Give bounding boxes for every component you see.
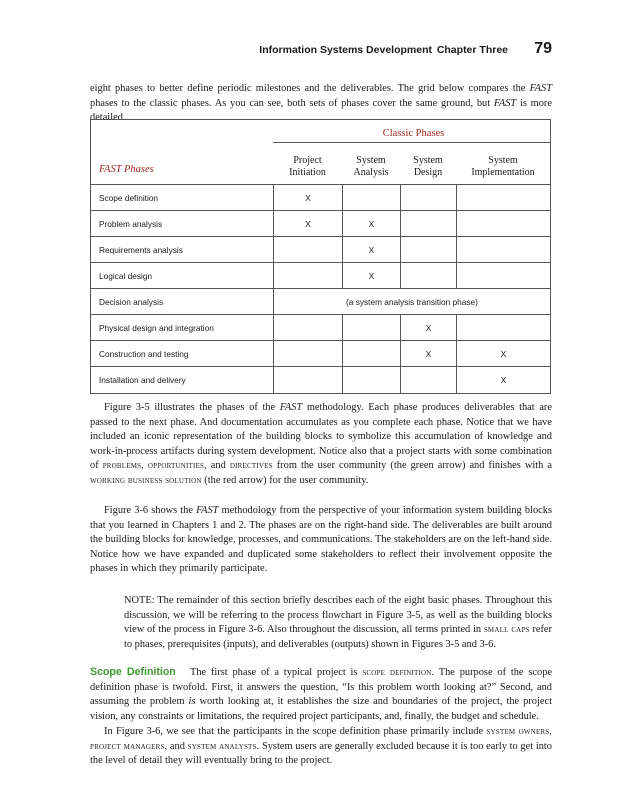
- body-text: NOTE: The remainder of this section briefly describes each of the eight basic phases. Throughout this discussion, we will be referring to the process flowchart in Figure 3-5, as well as the building blocks view of the process in Figure 3-6. Also throughout the discussion, all terms printed in: [124, 595, 552, 636]
- table-cell: X: [273, 185, 342, 211]
- intro-fast-2: FAST: [493, 97, 517, 109]
- column-header-line2: Design: [413, 167, 443, 178]
- emphasis-text: is: [188, 696, 196, 708]
- row-label: Logical design: [99, 271, 153, 281]
- table-row: [91, 184, 550, 211]
- classic-phases-header: Classic Phases: [382, 128, 445, 139]
- table-cell: X: [273, 211, 342, 237]
- table-cell: [456, 211, 550, 237]
- row-label: Decision analysis: [99, 297, 164, 307]
- row-label: Physical design and integration: [99, 323, 214, 333]
- body-text: and: [206, 460, 230, 472]
- small-caps-term: working business solution: [90, 474, 202, 486]
- table-cell: [400, 237, 456, 263]
- small-caps-term: system owners, project managers,: [90, 726, 552, 752]
- running-header-section: Information Systems Development: [259, 44, 432, 56]
- intro-text-2: phases to the classic phases. As you can see, both sets of phases cover the same ground, but: [90, 97, 494, 109]
- table-cell: [456, 315, 550, 341]
- classic-header-rule: [273, 142, 551, 143]
- running-header: [90, 41, 552, 61]
- table-cell: [273, 263, 342, 289]
- column-header-line2: Initiation: [289, 167, 326, 178]
- table-cell: X: [400, 315, 456, 341]
- row-label: Problem analysis: [99, 219, 163, 229]
- body-text: and: [167, 740, 188, 752]
- paragraph-figure-3-5: [90, 401, 552, 489]
- table-cell: [400, 263, 456, 289]
- column-header-line2: Analysis: [353, 167, 389, 178]
- table-cell: X: [456, 367, 550, 393]
- small-caps-term: problems, opportunities,: [102, 460, 207, 472]
- body-text: The first phase of a typical project is: [175, 667, 363, 678]
- body-text: from the user community (the green arrow) and finishes with a: [272, 460, 552, 472]
- body-text: Figure 3-6 shows the: [104, 505, 197, 516]
- fast-term: FAST: [196, 505, 219, 516]
- body-text: Figure 3-5 illustrates the phases of the: [104, 402, 280, 413]
- scope-participants-paragraph: [90, 725, 552, 769]
- running-header-chapter: Chapter Three: [436, 44, 508, 56]
- body-text: worth looking at, it establishes the size and boundaries of the project, the project vision, any constraints or limitations, the required project participants, and, finally, the budget and schedule.: [90, 696, 552, 722]
- small-caps-term: system analysts.: [187, 740, 260, 752]
- section-heading-scope-definition: Scope Definition: [90, 666, 176, 678]
- body-text: In Figure 3-6, we see that the participants in the scope definition phase primarily include: [104, 726, 487, 737]
- row-label: Requirements analysis: [99, 245, 183, 255]
- column-header-project-initiation: [273, 155, 342, 179]
- phase-comparison-table: [90, 119, 551, 394]
- table-row: [91, 236, 550, 263]
- column-header-line1: System: [356, 155, 386, 166]
- table-cell: [400, 211, 456, 237]
- table-cell: [456, 237, 550, 263]
- column-header-line1: System: [488, 155, 518, 166]
- table-row: [91, 314, 550, 341]
- column-header-system-design: [400, 155, 456, 179]
- page-number: 79: [534, 40, 552, 57]
- table-cell: [342, 367, 400, 393]
- small-caps-term: small caps: [483, 624, 530, 636]
- table-cell: [273, 341, 342, 367]
- table-cell: [456, 185, 550, 211]
- table-row: [91, 288, 550, 315]
- body-text: refer to phases, prerequisites (inputs), and deliverables (outputs) shown in Figures 3-5 and 3-6.: [124, 624, 552, 650]
- column-header-system-analysis: [342, 155, 400, 179]
- column-header-line2: Implementation: [471, 167, 535, 178]
- table-cell: [273, 237, 342, 263]
- body-text: methodology from the perspective of your information system building blocks that you learned in Chapters 1 and 2. The phases are on the right-hand side. The deliverables are built around the building blocks for knowledge, processes, and communications. The stakeholders are on the left-hand side. Notice how we have expanded and duplicated some stakeholders to reflect their involvement opposite the phases in which they primarily participate.: [90, 505, 552, 575]
- fast-phases-header: FAST Phases: [99, 164, 154, 175]
- transition-phase-note: (a system analysis transition phase): [273, 289, 550, 315]
- table-cell: X: [400, 341, 456, 367]
- table-cell: [400, 185, 456, 211]
- table-row: [91, 262, 550, 289]
- table-cell: [342, 315, 400, 341]
- row-label: Scope definition: [99, 193, 159, 203]
- table-row: [91, 366, 550, 393]
- fast-term: FAST: [279, 402, 303, 413]
- small-caps-term: scope definition.: [362, 667, 435, 678]
- body-text: The purpose of the scope definition phase is twofold. First, it answers the question, “Is this problem worth looking at?” Second, and assuming the problem: [90, 667, 552, 708]
- body-text: System users are generally excluded because it is too early to get into the level of detail they will eventually bring to the project.: [90, 740, 552, 767]
- column-header-line1: Project: [293, 155, 322, 166]
- table-row: [91, 210, 550, 237]
- table-cell: [273, 367, 342, 393]
- small-caps-term: directives: [229, 460, 273, 472]
- table-cell: [342, 341, 400, 367]
- table-cell: [273, 315, 342, 341]
- row-label: Installation and delivery: [99, 375, 186, 385]
- table-cell: X: [342, 263, 400, 289]
- intro-fast-1: FAST: [529, 83, 552, 94]
- scope-definition-paragraph: [90, 665, 552, 724]
- table-cell: [456, 263, 550, 289]
- body-text: methodology. Each phase produces deliverables that are passed to the next phase. And documentation accumulates as you complete each phase. Notice that we have included an iconic representation of the building blocks to symbolize this accumulation of knowledge and work-in-process artifacts during system development. Notice also that a project starts with some combination of: [90, 402, 553, 472]
- table-cell: [342, 185, 400, 211]
- note-paragraph: [124, 594, 552, 652]
- intro-text-3: is more detailed.: [90, 97, 553, 124]
- table-cell: X: [456, 341, 550, 367]
- row-label: Construction and testing: [99, 349, 189, 359]
- intro-text-1: eight phases to better define periodic milestones and the deliverables. The grid below compares the: [90, 83, 530, 94]
- table-row: [91, 340, 550, 367]
- table-cell: X: [342, 211, 400, 237]
- table-cell: [400, 367, 456, 393]
- column-header-system-implementation: [456, 155, 550, 179]
- table-cell: X: [342, 237, 400, 263]
- paragraph-figure-3-6: [90, 504, 552, 577]
- column-header-line1: System: [413, 155, 443, 166]
- body-text: (the red arrow) for the user community.: [201, 474, 369, 486]
